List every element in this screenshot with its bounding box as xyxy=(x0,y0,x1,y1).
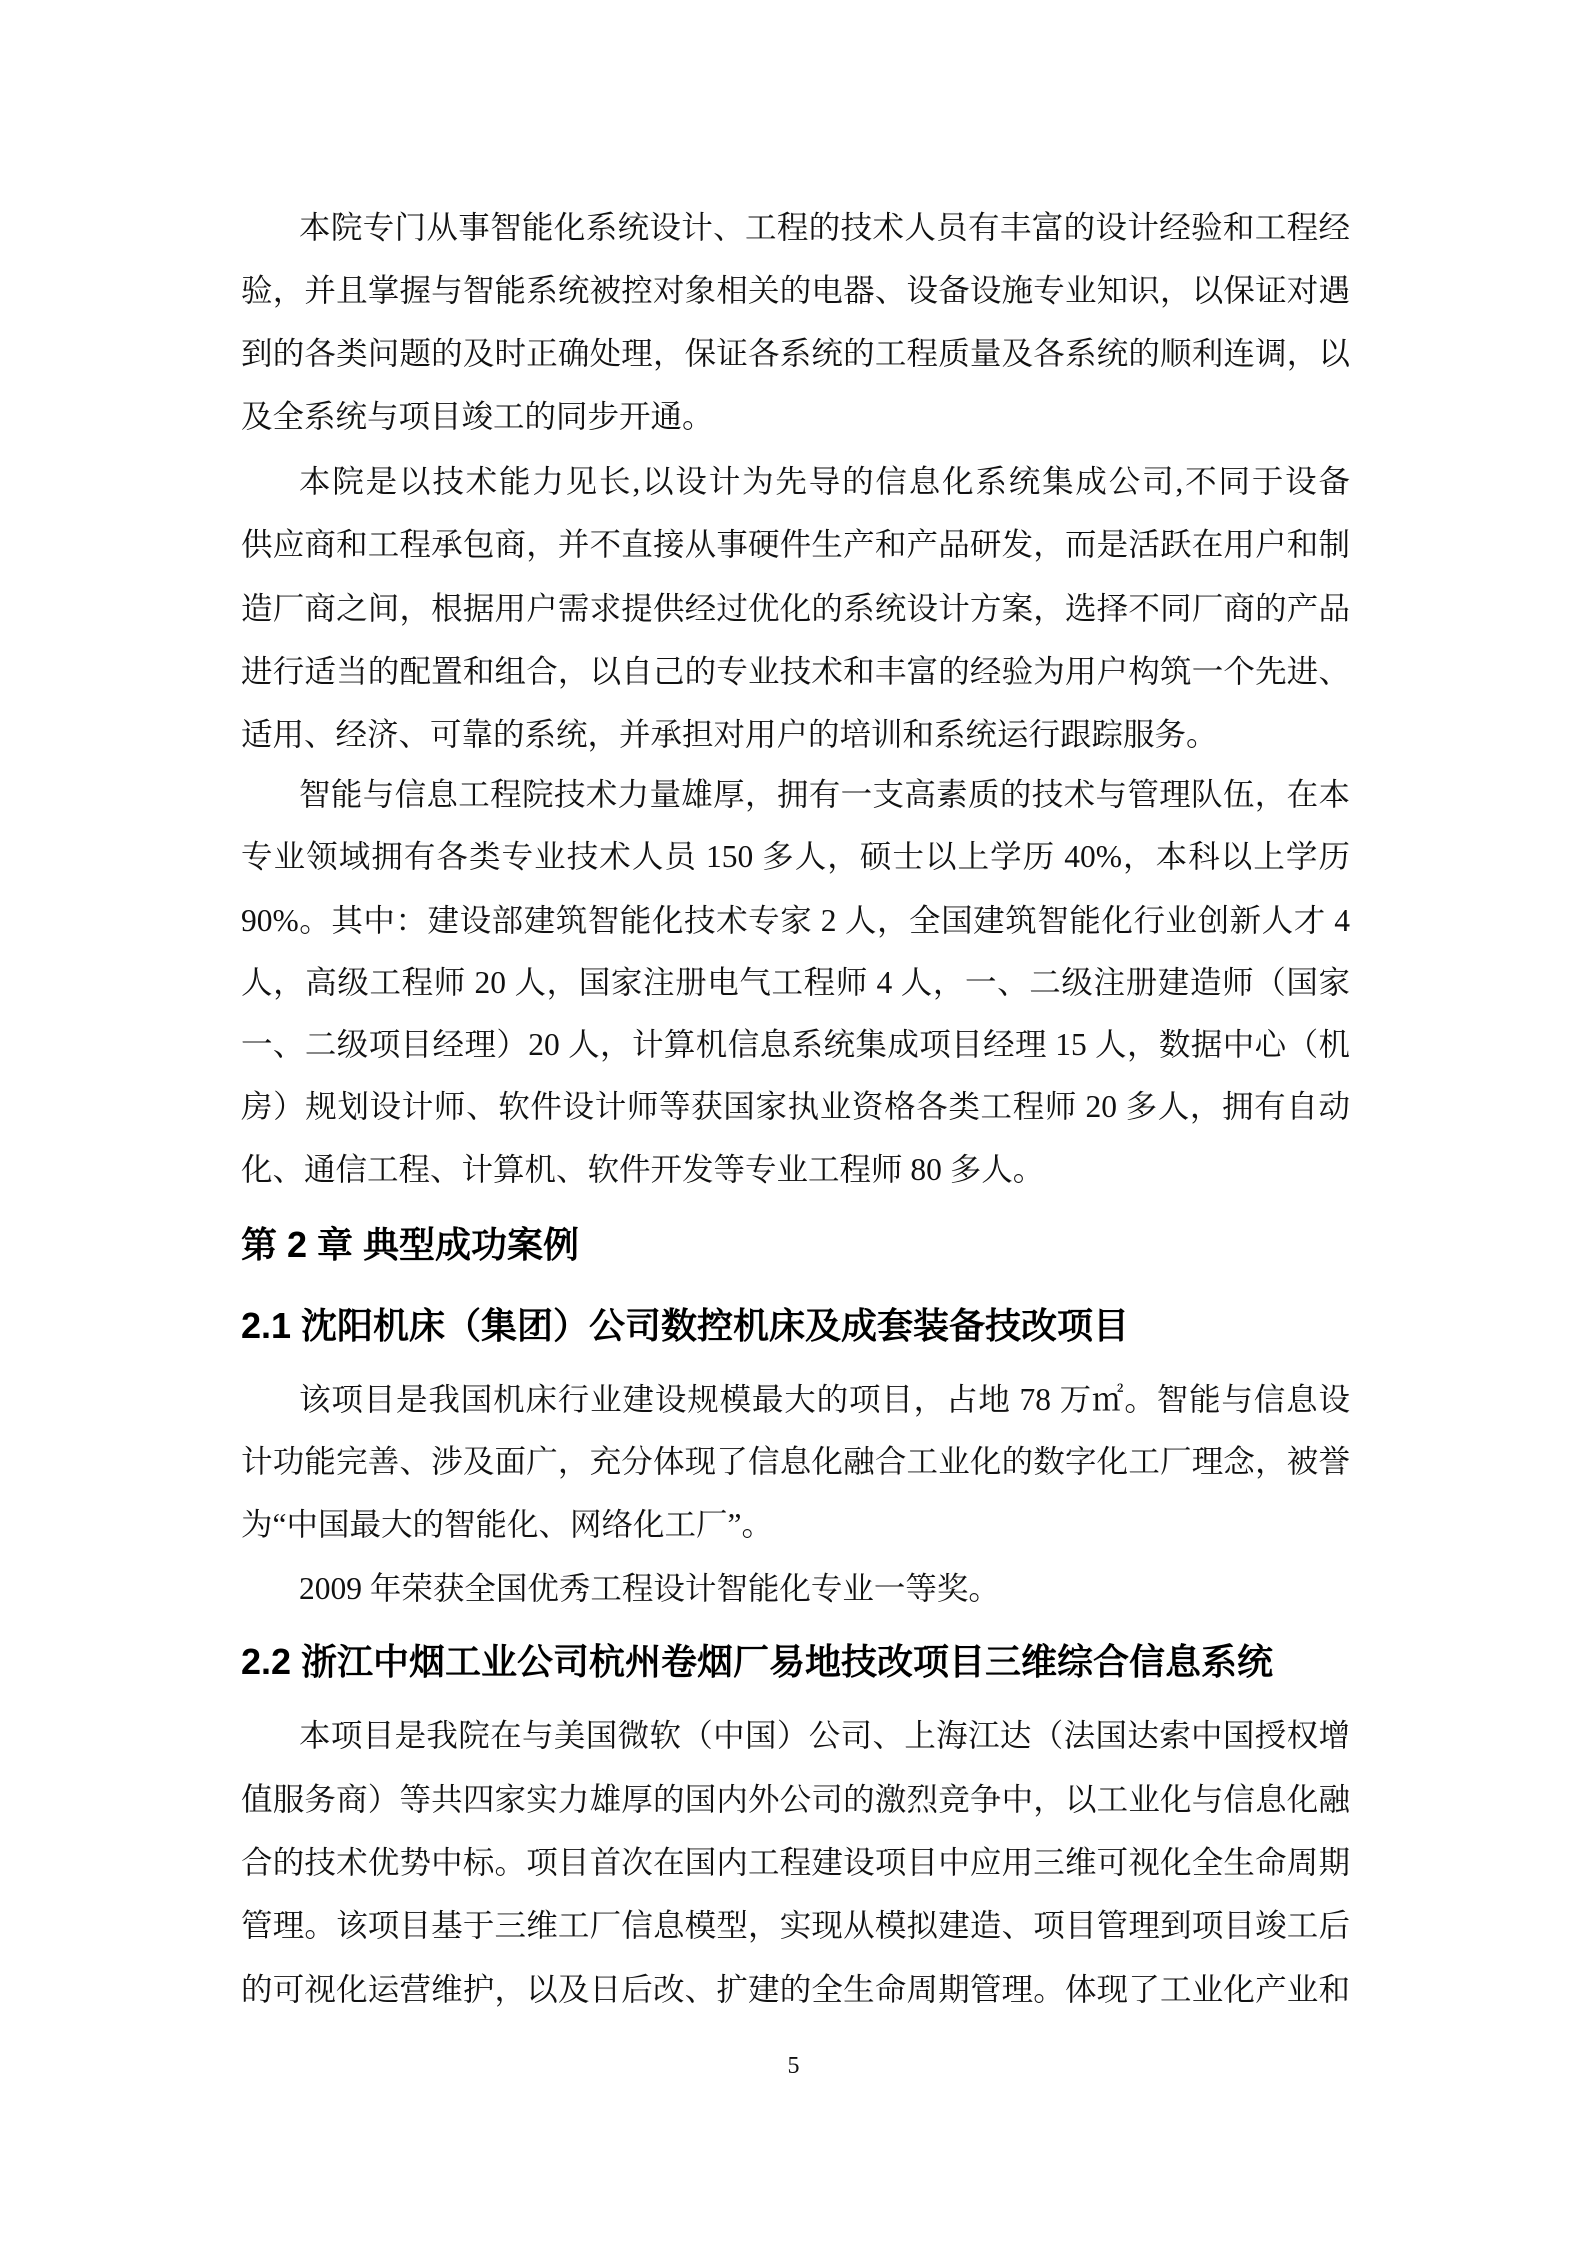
paragraph-line: 该项目是我国机床行业建设规模最大的项目，占地 78 万㎡。智能与信息设 xyxy=(299,1382,1350,1417)
paragraph-line: 适用、经济、可靠的系统，并承担对用户的培训和系统运行跟踪服务。 xyxy=(241,717,1218,752)
paragraph-line: 化、通信工程、计算机、软件开发等专业工程师 80 多人。 xyxy=(241,1152,1045,1187)
paragraph-line: 人，高级工程师 20 人，国家注册电气工程师 4 人，一、二级注册建造师（国家 xyxy=(241,965,1350,1000)
paragraph-line: 供应商和工程承包商，并不直接从事硬件生产和产品研发，而是活跃在用户和制 xyxy=(241,527,1350,562)
paragraph-line: 2009 年荣获全国优秀工程设计智能化专业一等奖。 xyxy=(299,1571,1000,1606)
paragraph-line: 专业领域拥有各类专业技术人员 150 多人，硕士以上学历 40%，本科以上学历 xyxy=(241,839,1350,874)
chapter-heading: 第 2 章 典型成功案例 xyxy=(241,1224,580,1265)
paragraph-line: 造厂商之间，根据用户需求提供经过优化的系统设计方案，选择不同厂商的产品 xyxy=(241,591,1350,626)
paragraph-line: 管理。该项目基于三维工厂信息模型，实现从模拟建造、项目管理到项目竣工后 xyxy=(241,1908,1350,1943)
paragraph-line: 值服务商）等共四家实力雄厚的国内外公司的激烈竞争中，以工业化与信息化融 xyxy=(241,1782,1350,1817)
paragraph-line: 智能与信息工程院技术力量雄厚，拥有一支高素质的技术与管理队伍，在本 xyxy=(299,777,1350,812)
paragraph-line: 及全系统与项目竣工的同步开通。 xyxy=(241,399,714,434)
paragraph-line: 计功能完善、涉及面广，充分体现了信息化融合工业化的数字化工厂理念，被誉 xyxy=(241,1444,1350,1479)
paragraph-line: 为“中国最大的智能化、网络化工厂”。 xyxy=(241,1507,773,1542)
paragraph-line: 到的各类问题的及时正确处理，保证各系统的工程质量及各系统的顺利连调，以 xyxy=(241,336,1350,371)
paragraph-line: 的可视化运营维护，以及日后改、扩建的全生命周期管理。体现了工业化产业和 xyxy=(241,1972,1350,2007)
page-number: 5 xyxy=(787,2053,800,2079)
paragraph-line: 本院是以技术能力见长,以设计为先导的信息化系统集成公司,不同于设备 xyxy=(299,464,1350,499)
paragraph-line: 本院专门从事智能化系统设计、工程的技术人员有丰富的设计经验和工程经 xyxy=(299,210,1350,245)
section-heading-2-1: 2.1 沈阳机床（集团）公司数控机床及成套装备技改项目 xyxy=(241,1305,1130,1346)
section-heading-2-2: 2.2 浙江中烟工业公司杭州卷烟厂易地技改项目三维综合信息系统 xyxy=(241,1641,1274,1682)
paragraph-line: 房）规划设计师、软件设计师等获国家执业资格各类工程师 20 多人，拥有自动 xyxy=(241,1089,1350,1124)
paragraph-line: 本项目是我院在与美国微软（中国）公司、上海江达（法国达索中国授权增 xyxy=(299,1718,1350,1753)
paragraph-line: 进行适当的配置和组合，以自己的专业技术和丰富的经验为用户构筑一个先进、 xyxy=(241,654,1350,689)
paragraph-line: 一、二级项目经理）20 人，计算机信息系统集成项目经理 15 人，数据中心（机 xyxy=(241,1027,1350,1062)
paragraph-line: 90%。其中：建设部建筑智能化技术专家 2 人，全国建筑智能化行业创新人才 4 xyxy=(241,903,1350,938)
paragraph-line: 合的技术优势中标。项目首次在国内工程建设项目中应用三维可视化全生命周期 xyxy=(241,1845,1350,1880)
paragraph-line: 验，并且掌握与智能系统被控对象相关的电器、设备设施专业知识，以保证对遇 xyxy=(241,273,1350,308)
